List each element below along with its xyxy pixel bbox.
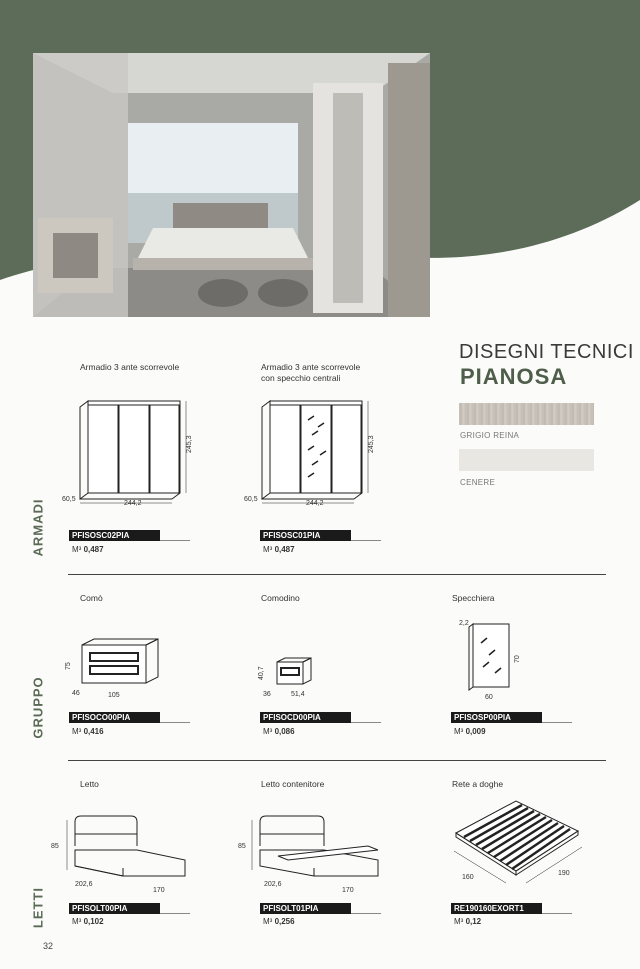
section-divider	[68, 574, 606, 575]
section-label-gruppo: GRUPPO	[30, 676, 46, 739]
dim-length: 202,6	[264, 881, 282, 888]
section-divider	[68, 760, 606, 761]
volume-letto: M³ 0,102	[72, 917, 104, 926]
drawing-armadio-specchio	[242, 395, 382, 510]
volume-armadio: M³ 0,487	[72, 545, 104, 554]
product-code-letto: PFISOLT00PIA	[69, 903, 160, 914]
product-code-specchiera: PFISOSP00PIA	[451, 712, 542, 723]
product-code-armadio-specchio: PFISOSC01PIA	[260, 530, 351, 541]
code-underline	[160, 540, 190, 541]
code-underline	[542, 722, 572, 723]
drawing-rete-a-doghe	[450, 795, 590, 890]
code-underline	[160, 913, 190, 914]
drawing-comodino	[255, 650, 325, 705]
drawing-como	[60, 635, 170, 705]
dim-width: 244,2	[306, 500, 324, 507]
volume-letto-contenitore: M³ 0,256	[263, 917, 295, 926]
dim-depth: 60,5	[62, 496, 76, 503]
product-name-como: Comò	[80, 593, 103, 603]
product-name-letto: Letto	[80, 779, 99, 789]
product-code-comodino: PFISOCD00PIA	[260, 712, 351, 723]
product-code-armadio: PFISOSC02PIA	[69, 530, 160, 541]
product-code-letto-contenitore: PFISOLT01PIA	[260, 903, 351, 914]
dim-depth: 60,5	[244, 496, 258, 503]
dim-width: 51,4	[291, 691, 305, 698]
product-name-comodino: Comodino	[261, 593, 300, 603]
product-name-specchiera: Specchiera	[452, 593, 495, 603]
dim-width: 160	[462, 874, 474, 881]
dim-width: 244,2	[124, 500, 142, 507]
dim-height: 245,3	[368, 435, 375, 453]
swatch-cenere	[459, 449, 594, 471]
section-label-letti: LETTI	[30, 886, 46, 929]
swatch-label-grigio-reina: GRIGIO REINA	[460, 431, 520, 440]
drawing-specchiera	[455, 615, 530, 705]
code-underline	[160, 722, 190, 723]
swatch-grigio-reina	[459, 403, 594, 425]
swatch-label-cenere: CENERE	[460, 478, 496, 487]
dim-depth: 2,2	[459, 620, 469, 627]
title-pianosa: PIANOSA	[460, 364, 568, 389]
dim-height: 245,3	[186, 435, 193, 453]
product-name-armadio-specchio: Armadio 3 ante scorrevole con specchio centrali	[261, 362, 361, 383]
title-disegni-tecnici: DISEGNI TECNICI	[459, 341, 634, 363]
product-code-como: PFISOCO00PIA	[69, 712, 160, 723]
dim-depth: 36	[263, 691, 271, 698]
dim-height: 40,7	[258, 666, 265, 680]
page-number: 32	[43, 941, 54, 951]
section-label-armadi: ARMADI	[30, 498, 46, 557]
dim-height: 75	[65, 662, 72, 670]
dim-width: 170	[342, 887, 354, 894]
volume-como: M³ 0,416	[72, 727, 104, 736]
dim-depth: 46	[72, 690, 80, 697]
dim-height: 70	[514, 655, 521, 663]
code-underline	[351, 913, 381, 914]
dim-width: 60	[485, 694, 493, 701]
dim-length: 202,6	[75, 881, 93, 888]
product-name-letto-contenitore: Letto contenitore	[261, 779, 325, 789]
drawing-letto	[45, 810, 195, 895]
drawing-armadio	[60, 395, 200, 510]
volume-rete: M³ 0,12	[454, 917, 482, 926]
dim-length: 190	[558, 870, 570, 877]
volume-armadio-specchio: M³ 0,487	[263, 545, 295, 554]
dim-height: 85	[238, 843, 246, 850]
product-name-rete: Rete a doghe	[452, 779, 504, 789]
bedroom-photo	[33, 53, 430, 317]
dim-width: 170	[153, 887, 165, 894]
volume-comodino: M³ 0,086	[263, 727, 295, 736]
dim-height: 85	[51, 843, 59, 850]
drawing-letto-contenitore	[238, 810, 388, 895]
volume-specchiera: M³ 0,009	[454, 727, 486, 736]
code-underline	[351, 540, 381, 541]
code-underline	[542, 913, 572, 914]
dim-width: 105	[108, 692, 120, 699]
code-underline	[351, 722, 381, 723]
product-code-rete: RE190160EXORT1	[451, 903, 542, 914]
product-name-armadio: Armadio 3 ante scorrevole	[80, 362, 180, 372]
